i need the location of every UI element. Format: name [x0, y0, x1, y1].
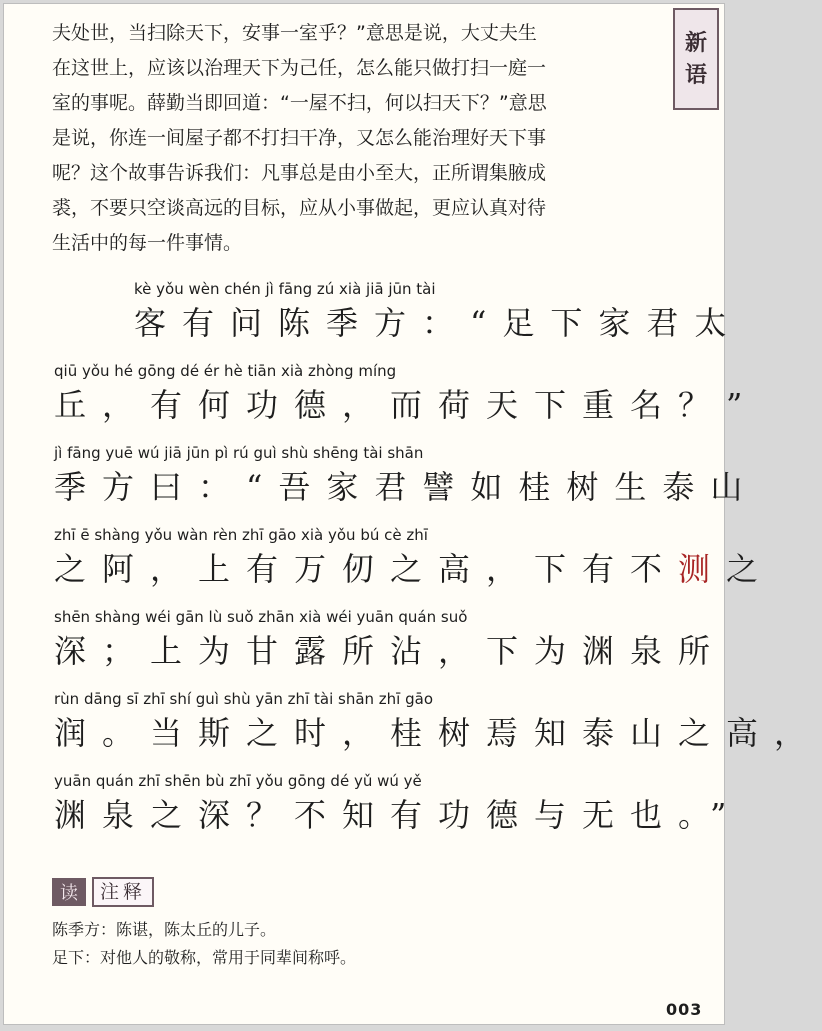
- notes-heading: [52, 877, 154, 907]
- pinyin-line: kè yǒu wèn chén jì fāng zú xià jiā jūn tài: [134, 280, 436, 298]
- highlighted-hanzi: 测: [678, 550, 727, 588]
- pinyin-line: rùn dāng sī zhī shí guì shù yān zhī tài shān zhī gāo: [54, 690, 434, 708]
- hanzi-segment: 之: [726, 550, 775, 588]
- intro-line: 裘，不要只空谈高远的目标，应从小事做起，更应认真对待: [52, 197, 547, 219]
- intro-line: 室的事呢。薛勤当即回道：“一屋不扫，何以扫天下？”意思: [52, 92, 547, 114]
- intro-line: 生活中的每一件事情。: [52, 232, 243, 254]
- section-side-tab: [673, 8, 719, 110]
- hanzi-line: 深；上为甘露所沾，下为渊泉所: [54, 632, 727, 670]
- pinyin-line: shēn shàng wéi gān lù suǒ zhān xià wéi yuān quán suǒ: [54, 608, 468, 626]
- pinyin-line: yuān quán zhī shēn bù zhī yǒu gōng dé yǔ wú yě: [54, 772, 422, 790]
- hanzi-line: 客有问陈季方：“足下家君太: [134, 304, 743, 342]
- note-item: 足下：对他人的敬称，常用于同辈间称呼。: [52, 948, 357, 967]
- read-badge: 读: [52, 878, 86, 906]
- hanzi-line: [54, 546, 774, 592]
- pinyin-line: qiū yǒu hé gōng dé ér hè tiān xià zhòng míng: [54, 362, 397, 380]
- hanzi-line: 季方曰：“吾家君譬如桂树生泰山: [54, 468, 759, 506]
- intro-line: 在这世上，应该以治理天下为己任，怎么能只做打扫一庭一: [52, 57, 547, 79]
- page-number: 003: [666, 1000, 703, 1019]
- hanzi-line: 渊泉之深？不知有功德与无也。”: [54, 796, 743, 834]
- intro-line: 是说，你连一间屋子都不打扫干净，又怎么能治理好天下事: [52, 127, 547, 149]
- side-tab-char-1: 新: [684, 30, 707, 56]
- notes-list: [52, 916, 356, 972]
- intro-line: 呢？这个故事告诉我们：凡事总是由小至大，正所谓集腋成: [52, 162, 547, 184]
- intro-line: 夫处世，当扫除天下，安事一室乎？”意思是说，大丈夫生: [52, 22, 537, 44]
- side-tab-char-2: 语: [684, 62, 707, 88]
- hanzi-line: 丘，有何功德，而荷天下重名？”: [54, 386, 759, 424]
- intro-paragraph: [52, 16, 662, 261]
- notes-title: 注释: [92, 877, 154, 907]
- hanzi-segment: 之阿，上有万仞之高，下有不: [54, 550, 679, 588]
- hanzi-line: 润。当斯之时，桂树焉知泰山之高，: [54, 714, 822, 752]
- book-page: [3, 3, 822, 1025]
- note-item: 陈季方：陈谌，陈太丘的儿子。: [52, 920, 277, 939]
- pinyin-line: jì fāng yuē wú jiā jūn pì rú guì shù shēng tài shān: [54, 444, 424, 462]
- pinyin-line: zhī ē shàng yǒu wàn rèn zhī gāo xià yǒu bú cè zhī: [54, 526, 428, 544]
